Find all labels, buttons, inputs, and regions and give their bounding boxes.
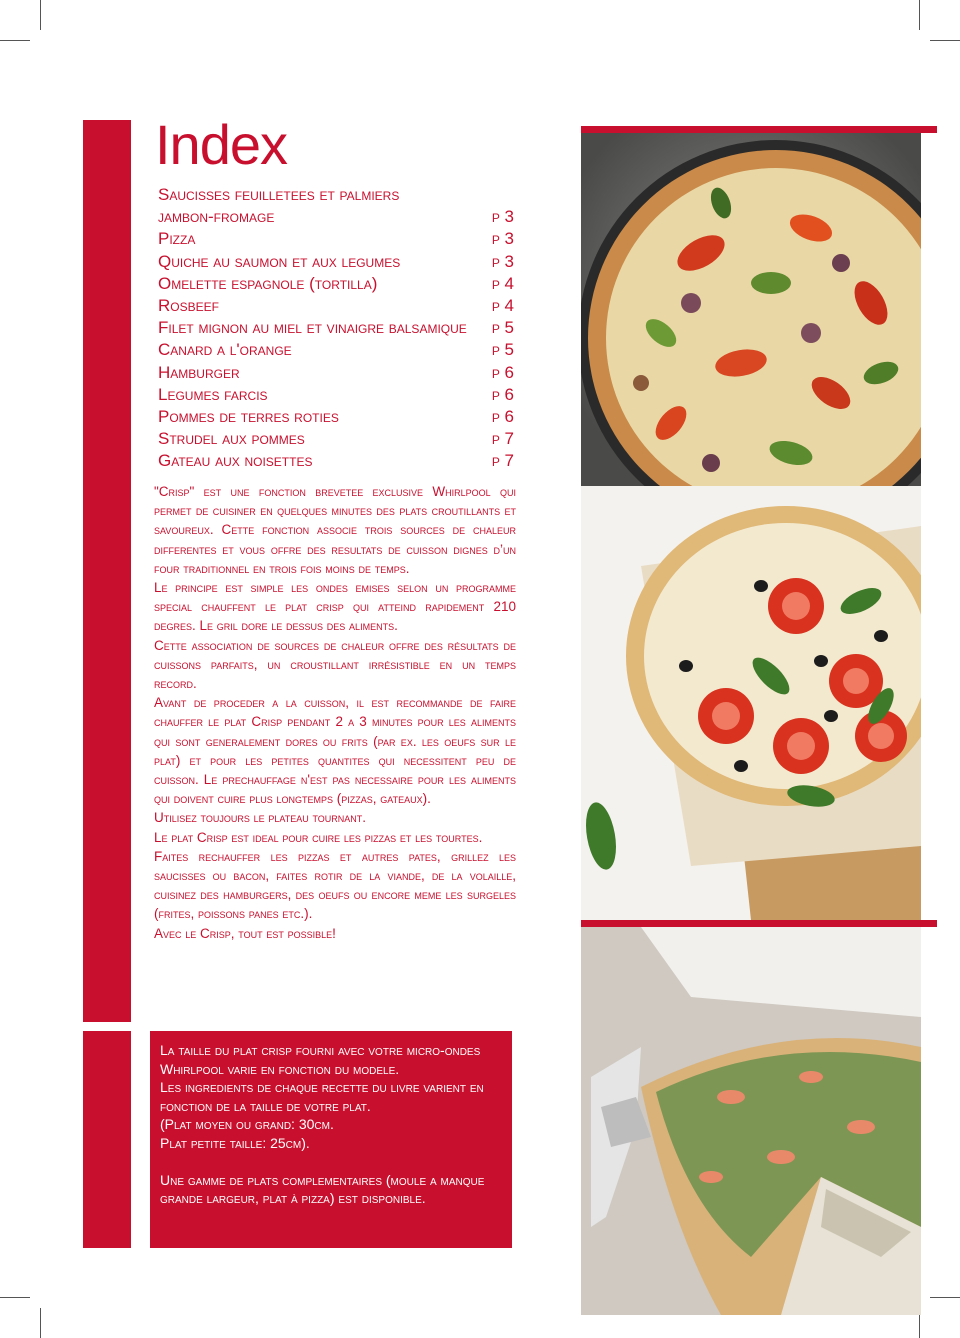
index-item-label: Hamburger <box>158 362 240 382</box>
index-item-label: Strudel aux pommes <box>158 429 305 449</box>
body-paragraph: Avant de proceder a la cuisson, il est recommande de faire chauffer le plat Crisp pendant 2 a 3 minutes pour les aliments qui sont generalement dores ou frits (par ex. les oeufs sur le plat) et pour les petites quantites qui necessitent peu de cuisson. Le prechauffage n'est pas necessaire pour les aliments qui doivent cuire plus longtemps (pizzas, gateaux). <box>154 695 516 807</box>
page-title: Index <box>155 113 287 176</box>
crop-mark-bottom-left-v <box>40 1308 41 1338</box>
index-item-label: Saucisses feuilletees et palmiers <box>158 185 400 204</box>
note-paragraph: La taille du plat crisp fourni avec votre micro-ondes Whirlpool varie en fonction du modele. <box>160 1042 481 1077</box>
index-item <box>158 251 514 273</box>
index-item-label: Omelette espagnole (tortilla) <box>158 273 378 293</box>
index-item <box>158 384 514 406</box>
index-item-page: p 6 <box>491 362 514 382</box>
index-item <box>158 228 514 250</box>
crop-mark-top-right-h <box>930 40 960 41</box>
body-paragraph: Faites rechauffer les pizzas et autres pates, grillez les saucisses ou bacon, faites rotir de la viande, de la volaille, cuisinez des hamburgers, des oeufs ou encore meme les surgeles (frites, poissons panes etc.). <box>154 848 516 922</box>
tomato-pizza-photo <box>581 486 921 920</box>
note-paragraphs <box>160 1041 502 1153</box>
crop-mark-top-left-h <box>0 40 30 41</box>
index-list <box>158 184 514 473</box>
body-text <box>154 482 516 943</box>
index-item <box>158 450 514 472</box>
crop-mark-top-right-v <box>919 0 920 30</box>
note-paragraph: (Plat moyen ou grand: 30cm. <box>160 1116 334 1133</box>
salmon-quiche-photo <box>581 927 921 1315</box>
vegetable-pizza-photo <box>581 133 921 486</box>
note-extra: Une gamme de plats complementaires (moule a manque grande largeur, plat à pizza) est disponible. <box>160 1171 485 1207</box>
index-item <box>158 406 514 428</box>
index-item-page: p 5 <box>491 318 514 338</box>
index-item <box>158 273 514 295</box>
body-paragraph: Utilisez toujours le plateau tournant. <box>154 810 367 826</box>
index-item-page: p 7 <box>491 451 514 471</box>
index-item-page: p 6 <box>491 384 514 404</box>
body-paragraph: "Crisp" est une fonction brevetee exclusive Whirlpool qui permet de cuisiner en quelques minutes des plats croutillants et savoureux. Cette fonction associe trois sources de chaleur differentes et vous offre des resultats de cuisson dignes d’un four traditionnel en trois fois moins de temps. <box>154 484 516 576</box>
index-item <box>158 317 514 339</box>
index-item-label: Canard a l'orange <box>158 340 292 360</box>
index-item-page: p 3 <box>491 251 514 271</box>
index-item <box>158 339 514 361</box>
note-gap <box>160 1153 502 1171</box>
index-item-page: p 3 <box>491 207 514 227</box>
index-item-label: Legumes farcis <box>158 384 268 404</box>
index-item <box>158 206 514 228</box>
index-item-page: p 7 <box>491 429 514 449</box>
photo-divider-top <box>581 126 937 133</box>
note-paragraph: Plat petite taille: 25cm). <box>160 1134 310 1151</box>
index-item-label: Pizza <box>158 229 196 249</box>
note-paragraph: Les ingredients de chaque recette du livre varient en fonction de la taille de votre plat. <box>160 1079 484 1114</box>
body-paragraph: Le plat Crisp est ideal pour cuire les pizzas et les tourtes. <box>154 829 483 845</box>
body-paragraph: Le principe est simple les ondes emises selon un programme special chauffent le plat crisp qui atteind rapidement 210 degres. Le gril dore le dessus des aliments. <box>154 580 516 634</box>
index-item-page: p 4 <box>491 296 514 316</box>
index-item-page: p 3 <box>491 229 514 249</box>
index-item-label: Quiche au saumon et aux legumes <box>158 251 401 271</box>
index-item-page: p 6 <box>491 407 514 427</box>
crop-mark-bottom-right-h <box>930 1297 960 1298</box>
crop-mark-bottom-left-h <box>0 1297 30 1298</box>
index-item <box>158 295 514 317</box>
index-item-page: p 5 <box>491 340 514 360</box>
index-item-label: Pommes de terres roties <box>158 407 339 427</box>
body-paragraph: Cette association de sources de chaleur offre des résultats de cuissons parfaits, un croustillant irrésistible en un temps record. <box>154 637 516 692</box>
index-item-page: p 4 <box>491 273 514 293</box>
crop-mark-top-left-v <box>40 0 41 30</box>
index-item <box>158 184 514 206</box>
body-paragraph: Avec le Crisp, tout est possible! <box>154 925 336 941</box>
photo-divider-middle <box>581 920 937 927</box>
index-item-label: Rosbeef <box>158 296 219 316</box>
index-item-label: jambon-fromage <box>158 207 275 227</box>
index-item <box>158 428 514 450</box>
side-bar-bottom <box>83 1031 131 1248</box>
index-item-label: Gateau aux noisettes <box>158 451 313 471</box>
index-item-label: Filet mignon au miel et vinaigre balsamique <box>158 318 467 338</box>
note-box <box>150 1031 512 1248</box>
index-item <box>158 362 514 384</box>
side-bar-top <box>83 120 131 1022</box>
